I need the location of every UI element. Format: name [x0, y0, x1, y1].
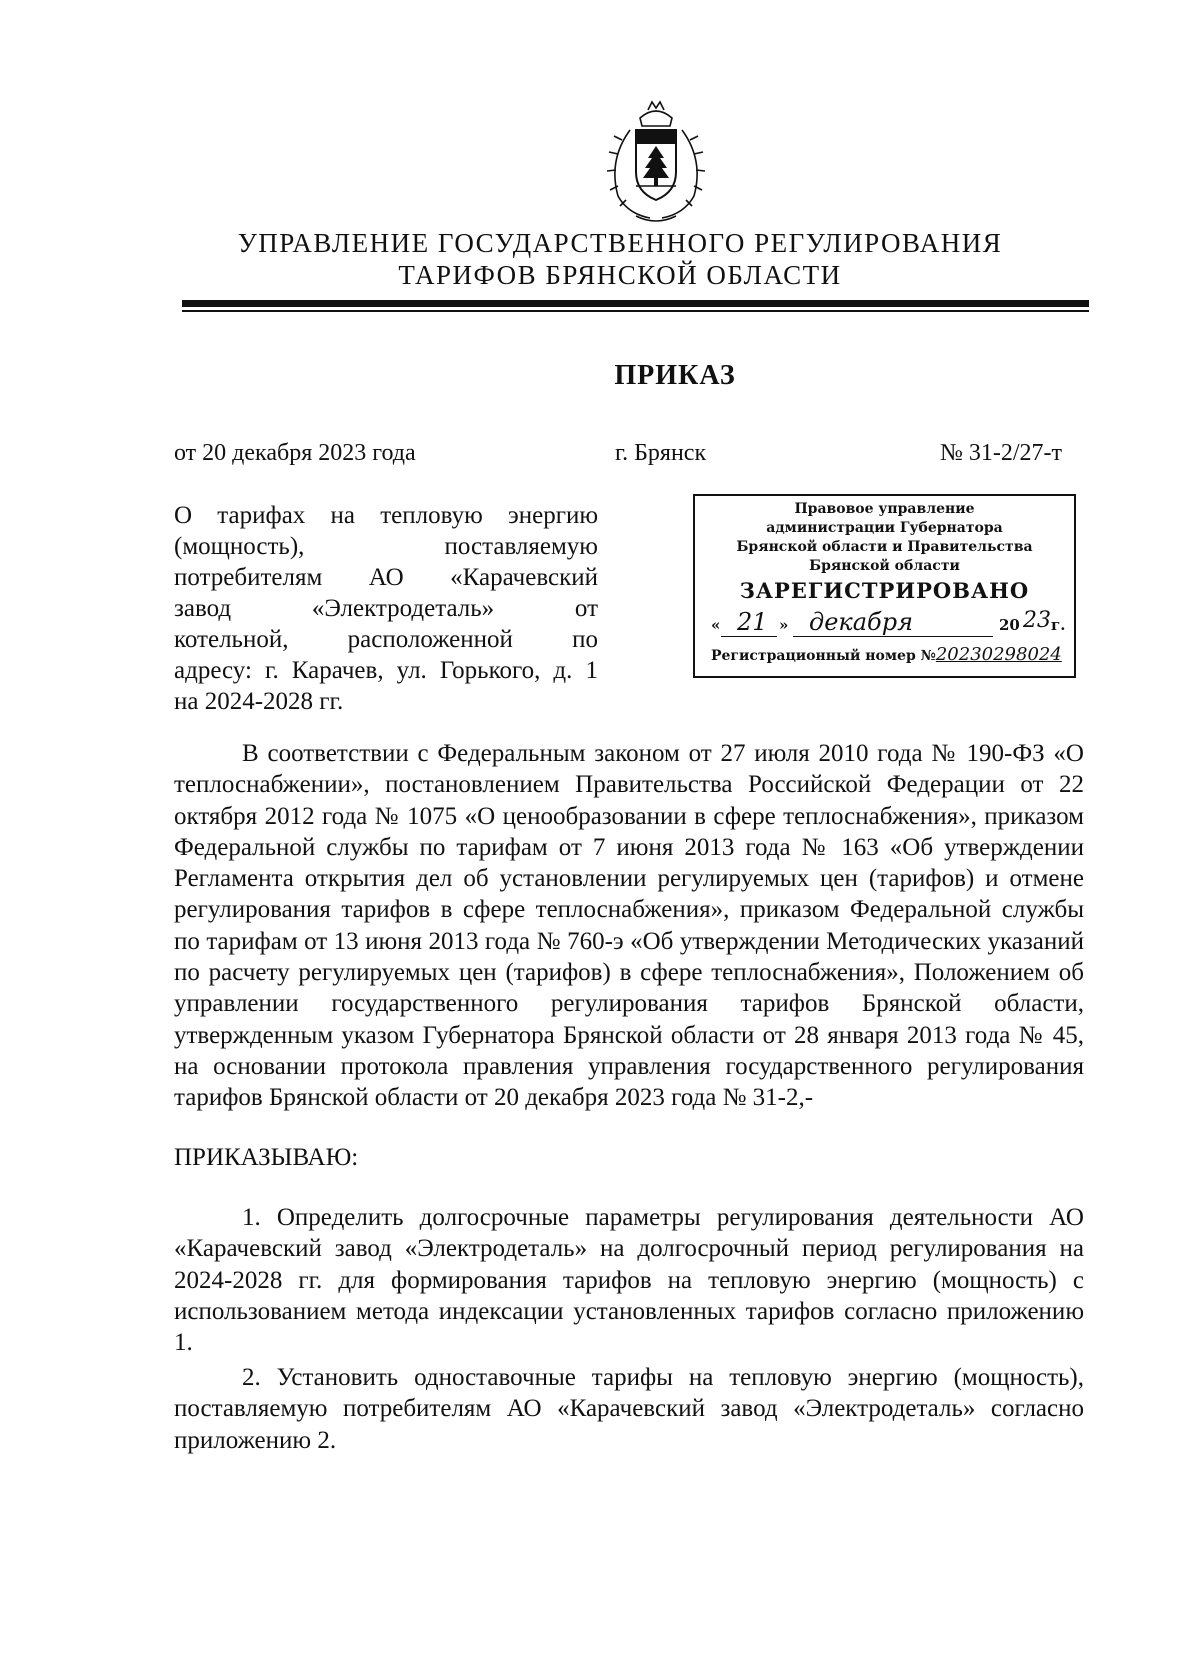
registration-stamp	[693, 494, 1076, 678]
order-directive: ПРИКАЗЫВАЮ:	[174, 1144, 359, 1171]
subject-line: О тарифах на тепловую энергию	[174, 502, 598, 529]
stamp-reg-row	[711, 644, 1073, 665]
stamp-reg-label: Регистрационный номер №	[711, 648, 936, 664]
stamp-status: ЗАРЕГИСТРИРОВАНО	[739, 578, 1030, 603]
stamp-year-suffix: 23	[1023, 608, 1051, 633]
stamp-month: декабря	[809, 608, 913, 636]
stamp-date-row: « 21 » декабря 20 23 г.	[711, 608, 1066, 636]
order-subject	[174, 500, 598, 717]
org-name-line-1: УПРАВЛЕНИЕ ГОСУДАРСТВЕННОГО РЕГУЛИРОВАНИЯ	[237, 228, 1003, 258]
org-name-line-2: ТАРИФОВ БРЯНСКОЙ ОБЛАСТИ	[398, 260, 842, 290]
document-title: ПРИКАЗ	[614, 360, 736, 391]
stamp-line: Брянской области и Правительства	[736, 539, 1033, 555]
order-item-1: 1. Определить долгосрочные параметры регулирования деятельности АО «Карачевский завод «Электродеталь» на долгосрочный период регулирования на 2024-2028 гг. для формирования тарифов на тепловую энергию (мощность) с использованием метода индексации установленных тарифов согласно приложению 1.	[174, 1204, 1084, 1357]
stamp-year-end: г.	[1051, 616, 1066, 634]
stamp-day: 21	[737, 608, 768, 636]
order-item-2: 2. Установить одноставочные тарифы на тепловую энергию (мощность), поставляемую потребителям АО «Карачевский завод «Электродеталь» согласно приложению 2.	[174, 1364, 1084, 1454]
stamp-reg-number: 20230298024	[935, 644, 1062, 665]
order-number: № 31-2/27-т	[940, 440, 1063, 466]
stamp-year-prefix: 20	[999, 616, 1020, 634]
stamp-line: Правовое управление	[794, 501, 975, 517]
header-divider-thick	[182, 300, 1089, 307]
order-date: от 20 декабря 2023 года	[174, 440, 416, 466]
header-divider-thin	[182, 310, 1089, 312]
subject-line: (мощность), поставляемую	[174, 533, 598, 560]
subject-line: адресу: г. Карачев, ул. Горького, д. 1	[174, 657, 598, 684]
stamp-line: Брянской области	[809, 558, 960, 574]
subject-line: котельной, расположенной по	[174, 626, 598, 653]
bryansk-coat-of-arms-icon	[600, 100, 712, 226]
subject-line: потребителям АО «Карачевский	[174, 564, 598, 591]
subject-line: завод «Электродеталь» от	[174, 595, 598, 622]
stamp-line: администрации Губернатора	[766, 520, 1003, 536]
preamble-paragraph: В соответствии с Федеральным законом от 27 июля 2010 года № 190-ФЗ «О теплоснабжении», постановлением Правительства Российской Федерации от 22 октября 2012 года № 1075 «О ценообразовании в сфере теплоснабжения», приказом Федеральной службы по тарифам от 7 июня 2013 года № 163 «Об утверждении Регламента открытия дел об установлении регулируемых цен (тарифов) и отмене регулирования тарифов в сфере теплоснабжения», приказом Федеральной службы по тарифам от 13 июня 2013 года № 760-э «Об утверждении Методических указаний по расчету регулируемых цен (тарифов) в сфере теплоснабжения», Положением об управлении государственного регулирования тарифов Брянской области, утвержденным указом Губернатора Брянской области от 28 января 2013 года № 45, на основании протокола правления управления государственного регулирования тарифов Брянской области от 20 декабря 2023 года № 31-2,-	[174, 740, 1084, 1112]
subject-line: на 2024-2028 гг.	[174, 688, 344, 715]
order-city: г. Брянск	[615, 440, 707, 466]
